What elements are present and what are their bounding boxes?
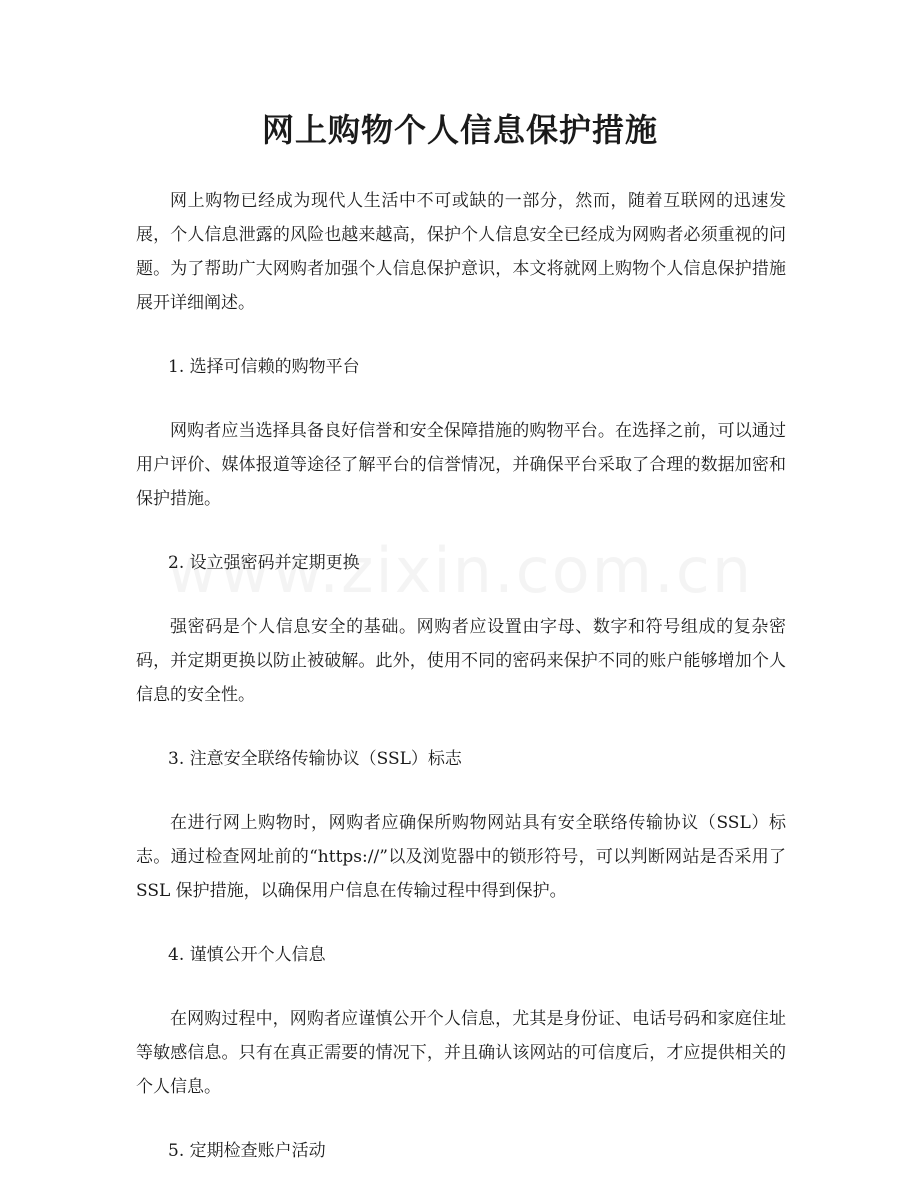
document-body bbox=[136, 184, 786, 1198]
section-paragraph-3: 在进行网上购物时，网购者应确保所购物网站具有安全联络传输协议（SSL）标志。通过检查网址前的“https://”以及浏览器中的锁形符号，可以判断网站是否采用了 SSL 保护措施，以确保用户信息在传输过程中得到保护。 bbox=[136, 813, 786, 901]
section-heading-3: 3. 注意安全联络传输协议（SSL）标志 bbox=[168, 749, 462, 769]
intro-paragraph: 网上购物已经成为现代人生活中不可或缺的一部分，然而，随着互联网的迅速发展，个人信息泄露的风险也越来越高，保护个人信息安全已经成为网购者必须重视的问题。为了帮助广大网购者加强个人信息保护意识，本文将就网上购物个人信息保护措施展开详细阐述。 bbox=[136, 191, 786, 313]
section-paragraph-4: 在网购过程中，网购者应谨慎公开个人信息，尤其是身份证、电话号码和家庭住址等敏感信息。只有在真正需要的情况下，并且确认该网站的可信度后，才应提供相关的个人信息。 bbox=[136, 1009, 786, 1097]
section-heading-1: 1. 选择可信赖的购物平台 bbox=[168, 357, 360, 377]
section-paragraph-2: 强密码是个人信息安全的基础。网购者应设置由字母、数字和符号组成的复杂密码，并定期更换以防止被破解。此外，使用不同的密码来保护不同的账户能够增加个人信息的安全性。 bbox=[136, 617, 786, 705]
page-title: 网上购物个人信息保护措施 bbox=[261, 111, 658, 149]
section-heading-2: 2. 设立强密码并定期更换 bbox=[168, 553, 360, 573]
section-paragraph-1: 网购者应当选择具备良好信誉和安全保障措施的购物平台。在选择之前，可以通过用户评价、媒体报道等途径了解平台的信誉情况，并确保平台采取了合理的数据加密和保护措施。 bbox=[136, 421, 786, 509]
section-heading-4: 4. 谨慎公开个人信息 bbox=[168, 945, 326, 965]
section-heading-5: 5. 定期检查账户活动 bbox=[168, 1141, 326, 1161]
